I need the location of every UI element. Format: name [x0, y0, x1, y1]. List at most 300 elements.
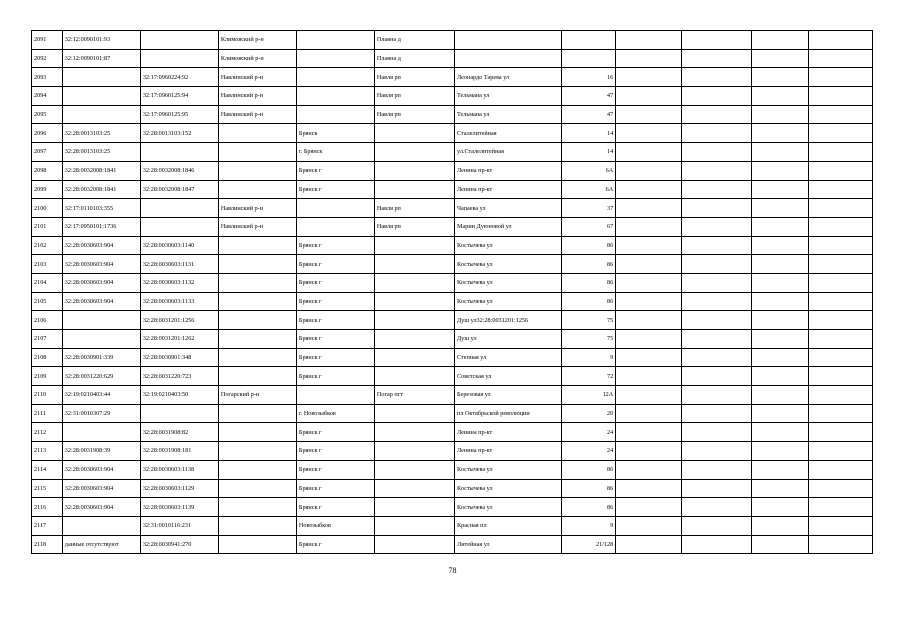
- cell-extra-col-2: [681, 404, 751, 423]
- cell-cadastral-number-parcel: 32:28:0030603:904: [62, 460, 140, 479]
- cell-district: Навлинский р-н: [218, 87, 296, 106]
- cell-district: Навлинский р-н: [218, 68, 296, 87]
- cell-settlement: Плавна д: [374, 31, 454, 50]
- cell-city: Брянск г: [296, 348, 374, 367]
- cell-cadastral-number-building: 32:28:0031220:723: [140, 367, 218, 386]
- cell-cadastral-number-building: 32:28:0030603:1129: [140, 479, 218, 498]
- table-row: [32, 292, 873, 311]
- page-number: 78: [448, 566, 457, 575]
- cell-city: [296, 199, 374, 218]
- cell-settlement: [374, 348, 454, 367]
- cell-extra-col-4: [809, 68, 873, 87]
- cell-district: [218, 348, 296, 367]
- cell-house-number: 16: [561, 68, 615, 87]
- cell-cadastral-number-parcel: [62, 423, 140, 442]
- cell-extra-col-4: [809, 180, 873, 199]
- cell-cadastral-number-building: 32:28:0030603:1138: [140, 460, 218, 479]
- table-row: [32, 348, 873, 367]
- cell-extra-col-2: [681, 199, 751, 218]
- cell-district: [218, 255, 296, 274]
- cell-house-number: 86: [561, 273, 615, 292]
- cell-cadastral-number-building: 32:17:0960224:92: [140, 68, 218, 87]
- cell-street: Костычева ул: [455, 498, 562, 517]
- cell-cadastral-number-building: 32:28:0030603:1132: [140, 273, 218, 292]
- cell-cadastral-number-parcel: 32:12:0090101:93: [62, 31, 140, 50]
- table-row: [32, 273, 873, 292]
- cell-extra-col-3: [751, 423, 809, 442]
- cell-cadastral-number-building: 32:28:0013103:152: [140, 124, 218, 143]
- cell-street: Душ ул32:28:0031201:1256: [455, 311, 562, 330]
- cell-street: Ленина пр-кт: [455, 161, 562, 180]
- cell-cadastral-number-parcel: 32:28:0031220:629: [62, 367, 140, 386]
- cell-district: [218, 292, 296, 311]
- cell-extra-col-2: [681, 49, 751, 68]
- cell-settlement: [374, 124, 454, 143]
- cell-house-number: 75: [561, 311, 615, 330]
- cell-extra-col-1: [616, 161, 682, 180]
- cell-city: Брянск г: [296, 423, 374, 442]
- cell-extra-col-4: [809, 87, 873, 106]
- cell-row-number: 2115: [32, 479, 63, 498]
- cell-row-number: 2097: [32, 143, 63, 162]
- cell-cadastral-number-parcel: 32:28:0013103:25: [62, 143, 140, 162]
- cell-extra-col-3: [751, 180, 809, 199]
- cell-extra-col-1: [616, 49, 682, 68]
- cell-house-number: 14: [561, 143, 615, 162]
- table-row: [32, 31, 873, 50]
- cell-cadastral-number-building: [140, 143, 218, 162]
- cell-row-number: 2099: [32, 180, 63, 199]
- cell-house-number: 37: [561, 199, 615, 218]
- cell-district: [218, 516, 296, 535]
- cell-extra-col-2: [681, 479, 751, 498]
- cell-settlement: Навля рп: [374, 217, 454, 236]
- cell-cadastral-number-building: 32:28:0030901:348: [140, 348, 218, 367]
- cell-cadastral-number-building: 32:28:0030603:1140: [140, 236, 218, 255]
- cell-extra-col-4: [809, 367, 873, 386]
- cell-extra-col-2: [681, 68, 751, 87]
- cell-extra-col-4: [809, 460, 873, 479]
- cell-cadastral-number-building: [140, 199, 218, 218]
- cell-district: [218, 236, 296, 255]
- cell-cadastral-number-building: 32:28:0031201:1262: [140, 330, 218, 349]
- cell-extra-col-1: [616, 423, 682, 442]
- cell-extra-col-3: [751, 348, 809, 367]
- cell-extra-col-4: [809, 273, 873, 292]
- cell-house-number: 9: [561, 516, 615, 535]
- cell-extra-col-2: [681, 31, 751, 50]
- cell-row-number: 2109: [32, 367, 63, 386]
- cell-cadastral-number-building: 32:28:0030603:1133: [140, 292, 218, 311]
- cell-cadastral-number-parcel: 32:28:0030603:904: [62, 479, 140, 498]
- cell-extra-col-2: [681, 498, 751, 517]
- cell-city: Брянск: [296, 124, 374, 143]
- cell-settlement: [374, 273, 454, 292]
- cell-extra-col-2: [681, 292, 751, 311]
- cell-extra-col-2: [681, 161, 751, 180]
- cell-extra-col-3: [751, 161, 809, 180]
- cell-house-number: 86: [561, 255, 615, 274]
- cell-extra-col-2: [681, 255, 751, 274]
- cell-row-number: 2111: [32, 404, 63, 423]
- cell-settlement: Навля рп: [374, 68, 454, 87]
- cell-city: Брянск г: [296, 255, 374, 274]
- cell-extra-col-1: [616, 311, 682, 330]
- cell-house-number: 86: [561, 292, 615, 311]
- table-row: [32, 423, 873, 442]
- cell-street: Степная ул: [455, 348, 562, 367]
- table-row: [32, 386, 873, 405]
- cell-cadastral-number-parcel: 32:28:0030603:904: [62, 273, 140, 292]
- cell-street: Костычева ул: [455, 479, 562, 498]
- cell-house-number: 86: [561, 460, 615, 479]
- cell-extra-col-2: [681, 367, 751, 386]
- cell-extra-col-4: [809, 236, 873, 255]
- cell-district: [218, 330, 296, 349]
- cell-extra-col-1: [616, 105, 682, 124]
- cell-cadastral-number-parcel: 32:28:0032008:1841: [62, 180, 140, 199]
- cell-district: [218, 442, 296, 461]
- cell-house-number: 47: [561, 105, 615, 124]
- cell-city: Новозыбков: [296, 516, 374, 535]
- cell-extra-col-3: [751, 236, 809, 255]
- cell-house-number: 24: [561, 442, 615, 461]
- cell-row-number: 2101: [32, 217, 63, 236]
- table-row: [32, 442, 873, 461]
- cell-row-number: 2117: [32, 516, 63, 535]
- cell-extra-col-2: [681, 516, 751, 535]
- cell-extra-col-4: [809, 217, 873, 236]
- table-row: [32, 535, 873, 554]
- cell-extra-col-4: [809, 255, 873, 274]
- cell-extra-col-2: [681, 217, 751, 236]
- table-row: [32, 49, 873, 68]
- cell-extra-col-1: [616, 404, 682, 423]
- cell-district: [218, 180, 296, 199]
- cell-district: [218, 161, 296, 180]
- cell-cadastral-number-building: 32:17:0960125:95: [140, 105, 218, 124]
- cell-street: Чапаева ул: [455, 199, 562, 218]
- cell-extra-col-2: [681, 87, 751, 106]
- cell-extra-col-4: [809, 330, 873, 349]
- cell-city: г. Брянск: [296, 143, 374, 162]
- cell-extra-col-2: [681, 273, 751, 292]
- cell-street: Душ ул: [455, 330, 562, 349]
- cell-settlement: Навля рп: [374, 199, 454, 218]
- cell-extra-col-4: [809, 386, 873, 405]
- cell-extra-col-3: [751, 535, 809, 554]
- cell-extra-col-4: [809, 49, 873, 68]
- cell-cadastral-number-parcel: 32:17:0950101:1736: [62, 217, 140, 236]
- cell-street: Тельмана ул: [455, 105, 562, 124]
- cell-row-number: 2094: [32, 87, 63, 106]
- cell-row-number: 2118: [32, 535, 63, 554]
- cell-row-number: 2095: [32, 105, 63, 124]
- cell-extra-col-3: [751, 442, 809, 461]
- cell-street: Березовая ул: [455, 386, 562, 405]
- cell-extra-col-4: [809, 105, 873, 124]
- cell-row-number: 2106: [32, 311, 63, 330]
- cell-settlement: [374, 255, 454, 274]
- cell-cadastral-number-parcel: 32:28:0030901:339: [62, 348, 140, 367]
- cell-settlement: [374, 143, 454, 162]
- cell-cadastral-number-building: [140, 217, 218, 236]
- cell-city: [296, 105, 374, 124]
- cell-extra-col-3: [751, 367, 809, 386]
- cell-cadastral-number-building: [140, 31, 218, 50]
- cell-extra-col-3: [751, 87, 809, 106]
- cell-extra-col-3: [751, 217, 809, 236]
- cell-cadastral-number-parcel: [62, 105, 140, 124]
- cell-extra-col-1: [616, 199, 682, 218]
- table-row: [32, 143, 873, 162]
- cell-settlement: [374, 311, 454, 330]
- table-row: [32, 498, 873, 517]
- table-row: [32, 479, 873, 498]
- cell-street: Костычева ул: [455, 255, 562, 274]
- cell-settlement: [374, 161, 454, 180]
- cell-cadastral-number-building: 32:28:0032008:1846: [140, 161, 218, 180]
- cell-cadastral-number-parcel: 32:19:0210403:44: [62, 386, 140, 405]
- table-row: [32, 217, 873, 236]
- cell-extra-col-2: [681, 535, 751, 554]
- table-row: [32, 105, 873, 124]
- cell-extra-col-1: [616, 348, 682, 367]
- cell-house-number: 6А: [561, 180, 615, 199]
- table-row: [32, 124, 873, 143]
- table-row: [32, 404, 873, 423]
- cell-city: Брянск г: [296, 479, 374, 498]
- cell-street: Костычева ул: [455, 292, 562, 311]
- cell-extra-col-1: [616, 87, 682, 106]
- cell-settlement: [374, 404, 454, 423]
- cell-extra-col-4: [809, 161, 873, 180]
- cell-district: Климовский р-н: [218, 31, 296, 50]
- cell-city: Брянск г: [296, 161, 374, 180]
- cell-district: Навлинский р-н: [218, 105, 296, 124]
- cell-district: [218, 404, 296, 423]
- cell-house-number: 9: [561, 348, 615, 367]
- cell-city: г. Новозыбков: [296, 404, 374, 423]
- cell-extra-col-1: [616, 330, 682, 349]
- table-row: [32, 68, 873, 87]
- cell-extra-col-1: [616, 180, 682, 199]
- table-row: [32, 311, 873, 330]
- table-row: [32, 87, 873, 106]
- table-row: [32, 180, 873, 199]
- cell-extra-col-3: [751, 31, 809, 50]
- cell-row-number: 2116: [32, 498, 63, 517]
- cell-cadastral-number-parcel: [62, 330, 140, 349]
- table-row: [32, 199, 873, 218]
- cell-street: [455, 31, 562, 50]
- cell-city: Брянск г: [296, 311, 374, 330]
- cell-extra-col-3: [751, 292, 809, 311]
- cell-house-number: [561, 49, 615, 68]
- cell-city: [296, 386, 374, 405]
- cell-extra-col-1: [616, 143, 682, 162]
- cell-city: [296, 87, 374, 106]
- cell-extra-col-1: [616, 124, 682, 143]
- cell-house-number: [561, 31, 615, 50]
- cell-street: Леонардо Тарева ул: [455, 68, 562, 87]
- cell-house-number: 24: [561, 423, 615, 442]
- cell-house-number: 12А: [561, 386, 615, 405]
- cell-extra-col-1: [616, 498, 682, 517]
- cell-cadastral-number-parcel: 32:28:0030603:904: [62, 255, 140, 274]
- cell-cadastral-number-parcel: 32:28:0013103:25: [62, 124, 140, 143]
- cell-settlement: [374, 180, 454, 199]
- table-row: [32, 255, 873, 274]
- cell-row-number: 2108: [32, 348, 63, 367]
- cell-city: Брянск г: [296, 498, 374, 517]
- cell-extra-col-1: [616, 367, 682, 386]
- cell-district: [218, 311, 296, 330]
- cell-district: [218, 498, 296, 517]
- cell-row-number: 2113: [32, 442, 63, 461]
- cell-row-number: 2098: [32, 161, 63, 180]
- cell-row-number: 2093: [32, 68, 63, 87]
- cell-extra-col-2: [681, 180, 751, 199]
- cell-extra-col-3: [751, 199, 809, 218]
- cell-settlement: [374, 479, 454, 498]
- cell-house-number: 67: [561, 217, 615, 236]
- cell-street: [455, 49, 562, 68]
- cell-street: Костычева ул: [455, 236, 562, 255]
- cell-extra-col-3: [751, 460, 809, 479]
- cell-cadastral-number-building: [140, 49, 218, 68]
- cell-street: Марии Дуюновой ул: [455, 217, 562, 236]
- cell-street: Сталелитейная: [455, 124, 562, 143]
- cell-cadastral-number-building: 32:28:0032008:1847: [140, 180, 218, 199]
- cell-city: Брянск г: [296, 460, 374, 479]
- cell-row-number: 2110: [32, 386, 63, 405]
- cell-cadastral-number-parcel: 32:31:0010307:29: [62, 404, 140, 423]
- cell-cadastral-number-parcel: [62, 68, 140, 87]
- cell-street: Костычева ул: [455, 460, 562, 479]
- cell-house-number: 86: [561, 479, 615, 498]
- cell-district: [218, 423, 296, 442]
- cell-city: [296, 31, 374, 50]
- cell-district: [218, 460, 296, 479]
- cell-district: [218, 143, 296, 162]
- cell-extra-col-3: [751, 330, 809, 349]
- cell-cadastral-number-parcel: [62, 311, 140, 330]
- cell-cadastral-number-building: 32:28:0030941:270: [140, 535, 218, 554]
- cell-district: [218, 124, 296, 143]
- cell-extra-col-3: [751, 386, 809, 405]
- cell-extra-col-4: [809, 124, 873, 143]
- cell-city: [296, 68, 374, 87]
- cell-district: [218, 367, 296, 386]
- cell-extra-col-2: [681, 143, 751, 162]
- cell-cadastral-number-parcel: 32:28:0032008:1841: [62, 161, 140, 180]
- cell-street: пл Октябрьской революции: [455, 404, 562, 423]
- cell-street: Ленина пр-кт: [455, 442, 562, 461]
- cell-district: [218, 273, 296, 292]
- cell-extra-col-1: [616, 31, 682, 50]
- cell-cadastral-number-building: 32:28:0030603:1139: [140, 498, 218, 517]
- cell-district: Навлинский р-н: [218, 217, 296, 236]
- cell-extra-col-4: [809, 516, 873, 535]
- cell-extra-col-2: [681, 423, 751, 442]
- cell-extra-col-3: [751, 516, 809, 535]
- cell-extra-col-1: [616, 255, 682, 274]
- cell-extra-col-4: [809, 535, 873, 554]
- cell-settlement: [374, 292, 454, 311]
- table-row: [32, 236, 873, 255]
- cell-cadastral-number-building: [140, 404, 218, 423]
- table-row: [32, 161, 873, 180]
- cell-city: [296, 49, 374, 68]
- cell-city: Брянск г: [296, 273, 374, 292]
- cell-house-number: 72: [561, 367, 615, 386]
- cell-extra-col-3: [751, 143, 809, 162]
- cell-settlement: Плавна д: [374, 49, 454, 68]
- cell-cadastral-number-parcel: данные отсутствуют: [62, 535, 140, 554]
- cell-district: [218, 535, 296, 554]
- cell-row-number: 2107: [32, 330, 63, 349]
- cell-settlement: Погар пгт: [374, 386, 454, 405]
- cell-settlement: [374, 423, 454, 442]
- cell-extra-col-4: [809, 348, 873, 367]
- cell-extra-col-1: [616, 292, 682, 311]
- cell-extra-col-1: [616, 516, 682, 535]
- cell-extra-col-4: [809, 292, 873, 311]
- cell-city: Брянск г: [296, 330, 374, 349]
- cell-city: Брянск г: [296, 180, 374, 199]
- cell-house-number: 75: [561, 330, 615, 349]
- cell-cadastral-number-building: 32:31:0010116:231: [140, 516, 218, 535]
- cell-extra-col-1: [616, 217, 682, 236]
- cell-settlement: [374, 442, 454, 461]
- cell-extra-col-4: [809, 311, 873, 330]
- cell-settlement: [374, 236, 454, 255]
- cell-settlement: [374, 367, 454, 386]
- cell-house-number: 20: [561, 404, 615, 423]
- cell-extra-col-3: [751, 105, 809, 124]
- cell-cadastral-number-parcel: [62, 87, 140, 106]
- cell-extra-col-3: [751, 273, 809, 292]
- cell-settlement: [374, 516, 454, 535]
- cell-extra-col-2: [681, 105, 751, 124]
- registry-table-body: [32, 31, 873, 554]
- cell-cadastral-number-parcel: 32:12:0090101:87: [62, 49, 140, 68]
- cell-city: Брянск г: [296, 367, 374, 386]
- cell-extra-col-3: [751, 311, 809, 330]
- cell-cadastral-number-building: 32:17:0960125:94: [140, 87, 218, 106]
- cell-row-number: 2112: [32, 423, 63, 442]
- cell-house-number: 86: [561, 498, 615, 517]
- cell-city: Брянск г: [296, 292, 374, 311]
- cell-extra-col-2: [681, 330, 751, 349]
- cell-settlement: [374, 330, 454, 349]
- cell-extra-col-4: [809, 498, 873, 517]
- cell-extra-col-4: [809, 479, 873, 498]
- cell-extra-col-3: [751, 498, 809, 517]
- cell-row-number: 2091: [32, 31, 63, 50]
- cell-cadastral-number-parcel: 32:28:0030603:904: [62, 498, 140, 517]
- cell-extra-col-1: [616, 442, 682, 461]
- cell-cadastral-number-parcel: 32:28:0030603:904: [62, 236, 140, 255]
- cell-row-number: 2104: [32, 273, 63, 292]
- cell-street: Советская ул: [455, 367, 562, 386]
- cell-extra-col-1: [616, 386, 682, 405]
- cell-extra-col-2: [681, 236, 751, 255]
- cell-settlement: Навля рп: [374, 87, 454, 106]
- cell-extra-col-1: [616, 460, 682, 479]
- cell-extra-col-4: [809, 199, 873, 218]
